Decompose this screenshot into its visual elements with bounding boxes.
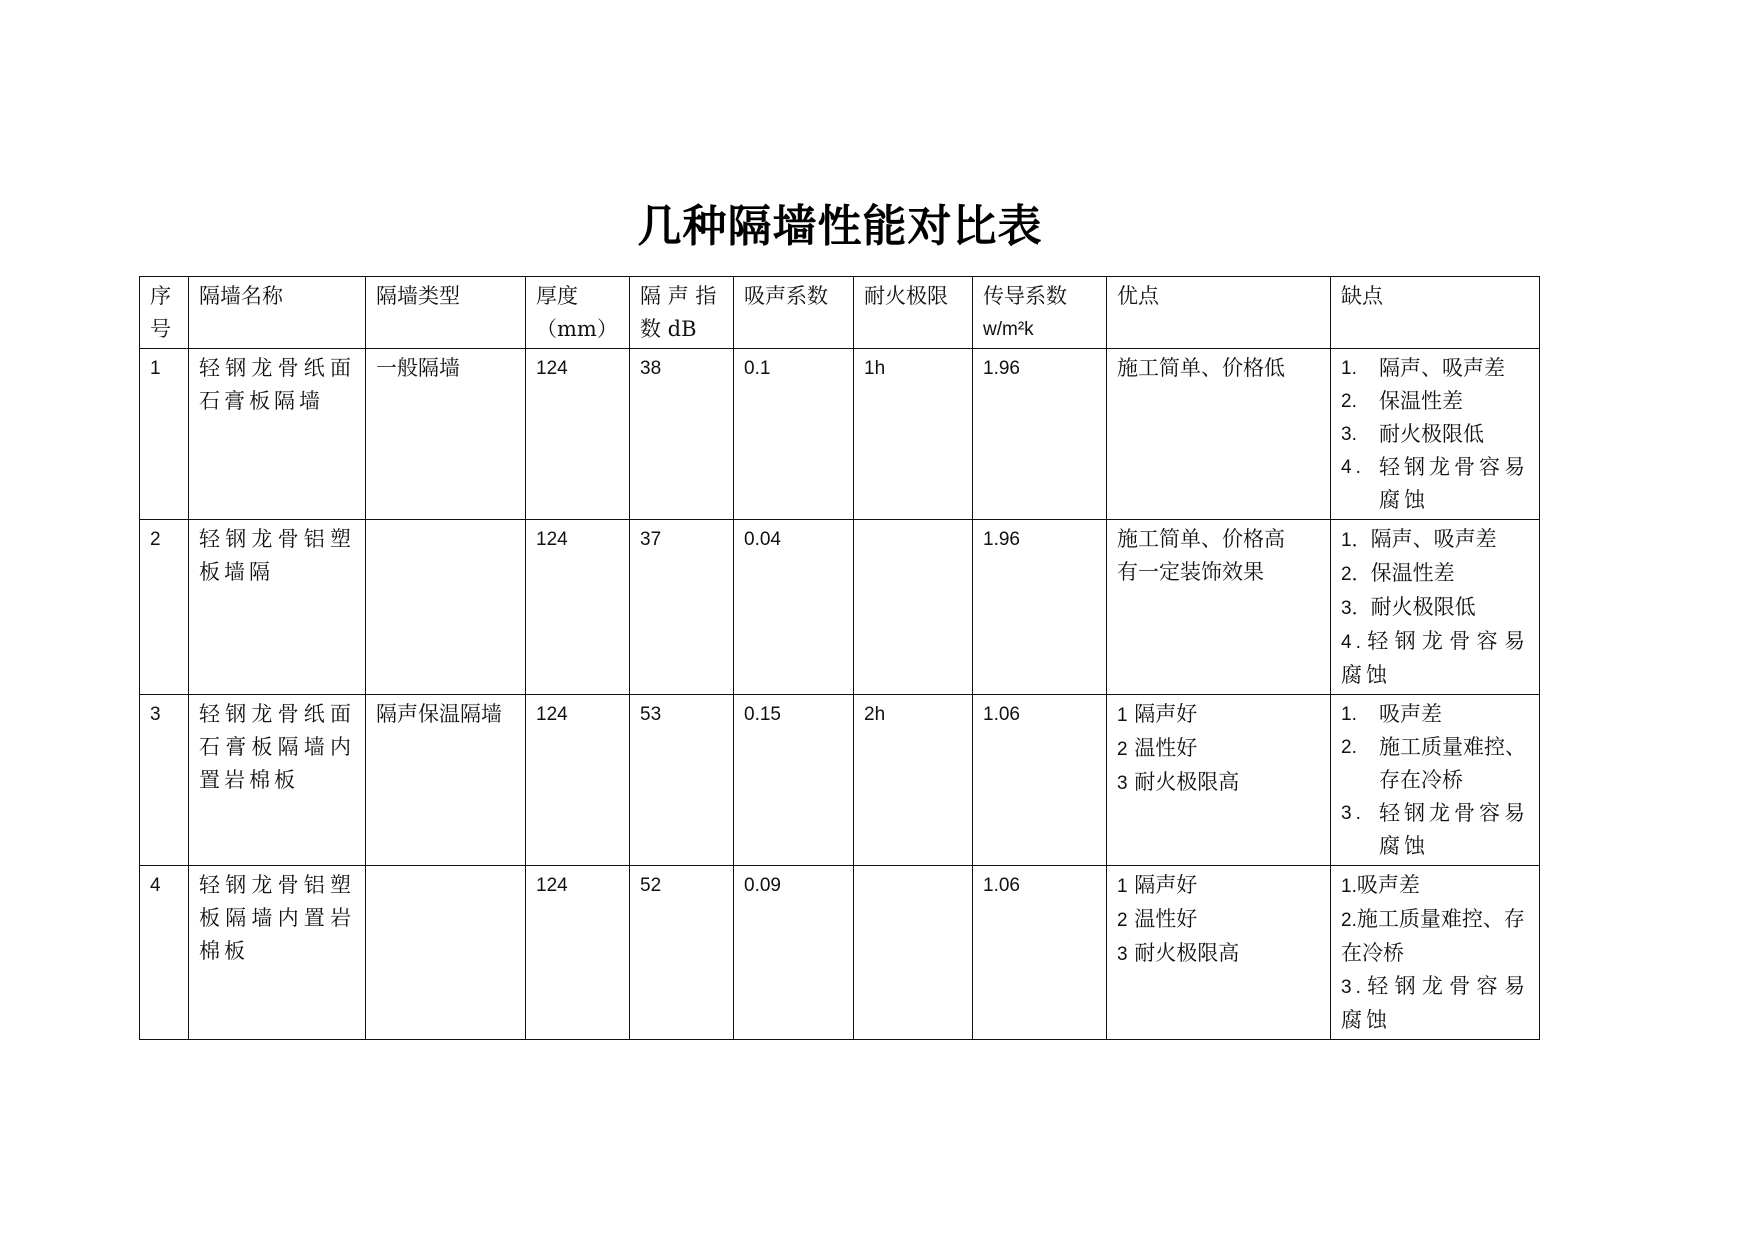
row-fire-rating: 2h [854,695,973,866]
list-item-text: 耐火极限低 [1379,422,1484,446]
row-index: 3 [140,695,189,866]
row-fire-rating [854,866,973,1040]
header-conductivity-unit: w/m²k [983,319,1034,340]
list-marker: 3. [1341,977,1365,998]
row-index: 1 [140,349,189,520]
pros-line: 施工简单、价格高 [1117,527,1285,551]
row-pros [1107,695,1331,866]
list-item [1341,797,1529,863]
row-sound-index: 52 [630,866,734,1040]
header-sound-unit: 数 dB [640,317,697,341]
list-item [1341,352,1529,385]
list-item-text: 耐火极限低 [1370,595,1476,619]
list-marker: 2. [1341,737,1357,758]
list-marker: 3. [1341,803,1365,824]
row-thickness: 124 [526,866,630,1040]
list-marker: 3． [1341,598,1371,619]
pros-line: 有一定装饰效果 [1117,560,1264,584]
list-item [1117,698,1320,732]
row-cons [1331,520,1540,695]
table-row [140,349,1540,520]
list-marker: 2. [1341,391,1357,412]
row-absorption: 0.15 [734,695,854,866]
list-item-text: 轻钢龙骨容易腐蚀 [1379,455,1529,512]
row-cons [1331,349,1540,520]
row-absorption: 0.1 [734,349,854,520]
header-fire-rating: 耐火极限 [854,277,973,349]
header-pros: 优点 [1107,277,1331,349]
row-pros [1107,349,1331,520]
list-item-text: 保温性差 [1379,389,1463,413]
row-conductivity: 1.06 [973,695,1107,866]
row-absorption: 0.04 [734,520,854,695]
list-item [1341,385,1529,418]
list-item [1117,732,1320,766]
list-marker: 1. [1341,704,1357,725]
wall-comparison-table [139,276,1540,1040]
row-wall-name: 轻钢龙骨纸面石膏板隔墙 [189,349,366,520]
list-item-text: 保温性差 [1370,561,1455,585]
list-item [1341,451,1529,517]
row-wall-type [366,520,526,695]
list-item-text: 隔声、吸声差 [1370,527,1497,551]
list-marker: 2． [1341,564,1371,585]
list-item-text: 隔声好 [1134,702,1198,726]
row-conductivity: 1.06 [973,866,1107,1040]
row-sound-index: 38 [630,349,734,520]
row-cons [1331,695,1540,866]
row-wall-type: 一般隔墙 [366,349,526,520]
row-cons [1331,866,1540,1040]
list-item [1341,698,1529,731]
row-thickness: 124 [526,349,630,520]
row-sound-index: 53 [630,695,734,866]
row-index: 2 [140,520,189,695]
list-item [1341,903,1529,970]
row-fire-rating: 1h [854,349,973,520]
row-thickness: 124 [526,695,630,866]
row-absorption: 0.09 [734,866,854,1040]
header-cons: 缺点 [1331,277,1540,349]
list-item-text: 轻钢龙骨容易腐蚀 [1341,629,1529,687]
list-marker: 4. [1341,457,1365,478]
row-wall-name: 轻钢龙骨纸面石膏板隔墙内置岩棉板 [189,695,366,866]
list-item-text: 隔声好 [1134,873,1198,897]
document-title: 几种隔墙性能对比表 [637,201,1043,252]
header-index [140,277,189,349]
row-wall-type: 隔声保温隔墙 [366,695,526,866]
list-item-text: 隔声、吸声差 [1379,356,1505,380]
row-thickness: 124 [526,520,630,695]
row-conductivity: 1.96 [973,520,1107,695]
list-item-text: 温性好 [1134,907,1198,931]
row-pros [1107,520,1331,695]
cons-list [1341,352,1529,517]
table-row [140,520,1540,695]
list-marker: 1 [1117,876,1128,897]
cons-list [1341,523,1529,692]
list-item-text: 温性好 [1134,736,1198,760]
header-type: 隔墙类型 [366,277,526,349]
list-item-text: 耐火极限高 [1134,941,1240,965]
list-item [1117,937,1320,971]
list-item [1341,970,1529,1037]
list-marker: 1. [1341,876,1357,897]
list-item [1341,557,1529,591]
row-sound-index: 37 [630,520,734,695]
list-marker: 1 [1117,705,1128,726]
header-name: 隔墙名称 [189,277,366,349]
list-item [1117,766,1320,800]
list-item-text: 施工质量难控、存在冷桥 [1379,735,1526,792]
list-item [1341,591,1529,625]
list-marker: 3. [1341,424,1357,445]
list-marker: 3 [1117,944,1128,965]
list-item [1341,418,1529,451]
table-header-row [140,277,1540,349]
table-row [140,866,1540,1040]
list-item [1117,903,1320,937]
cons-list [1341,869,1529,1037]
pros-list [1117,698,1320,800]
list-marker: 1． [1341,530,1371,551]
table-row [140,695,1540,866]
pros-line: 施工简单、价格低 [1117,356,1285,380]
list-item [1117,869,1320,903]
header-thickness-unit: （mm） [536,317,618,341]
list-marker: 1. [1341,358,1357,379]
list-item-text: 耐火极限高 [1134,770,1240,794]
list-item [1341,625,1529,692]
list-marker: 2. [1341,910,1357,931]
row-fire-rating [854,520,973,695]
row-pros [1107,866,1331,1040]
header-index-text: 序号 [150,284,171,341]
row-wall-name: 轻钢龙骨铝塑板隔墙内置岩棉板 [189,866,366,1040]
cons-list [1341,698,1529,863]
header-thickness [526,277,630,349]
header-conductivity-label: 传导系数 [983,284,1067,308]
list-item [1341,523,1529,557]
list-marker: 2 [1117,910,1128,931]
header-sound-index [630,277,734,349]
list-item-text: 轻钢龙骨容易腐蚀 [1341,974,1529,1032]
row-conductivity: 1.96 [973,349,1107,520]
row-wall-type [366,866,526,1040]
row-index: 4 [140,866,189,1040]
header-absorption: 吸声系数 [734,277,854,349]
list-item [1341,869,1529,903]
list-item-text: 吸声差 [1356,873,1420,897]
header-sound-label: 隔 声 指 [640,284,717,308]
list-marker: 3 [1117,773,1128,794]
list-marker: 4. [1341,632,1365,653]
header-conductivity [973,277,1107,349]
list-item [1341,731,1529,797]
row-wall-name: 轻钢龙骨铝塑板墙隔 [189,520,366,695]
list-item-text: 轻钢龙骨容易腐蚀 [1379,801,1529,858]
list-item-text: 吸声差 [1379,702,1442,726]
header-thickness-label: 厚度 [536,284,578,308]
list-item-text: 施工质量难控、存在冷桥 [1341,907,1525,965]
pros-list [1117,869,1320,971]
list-marker: 2 [1117,739,1128,760]
